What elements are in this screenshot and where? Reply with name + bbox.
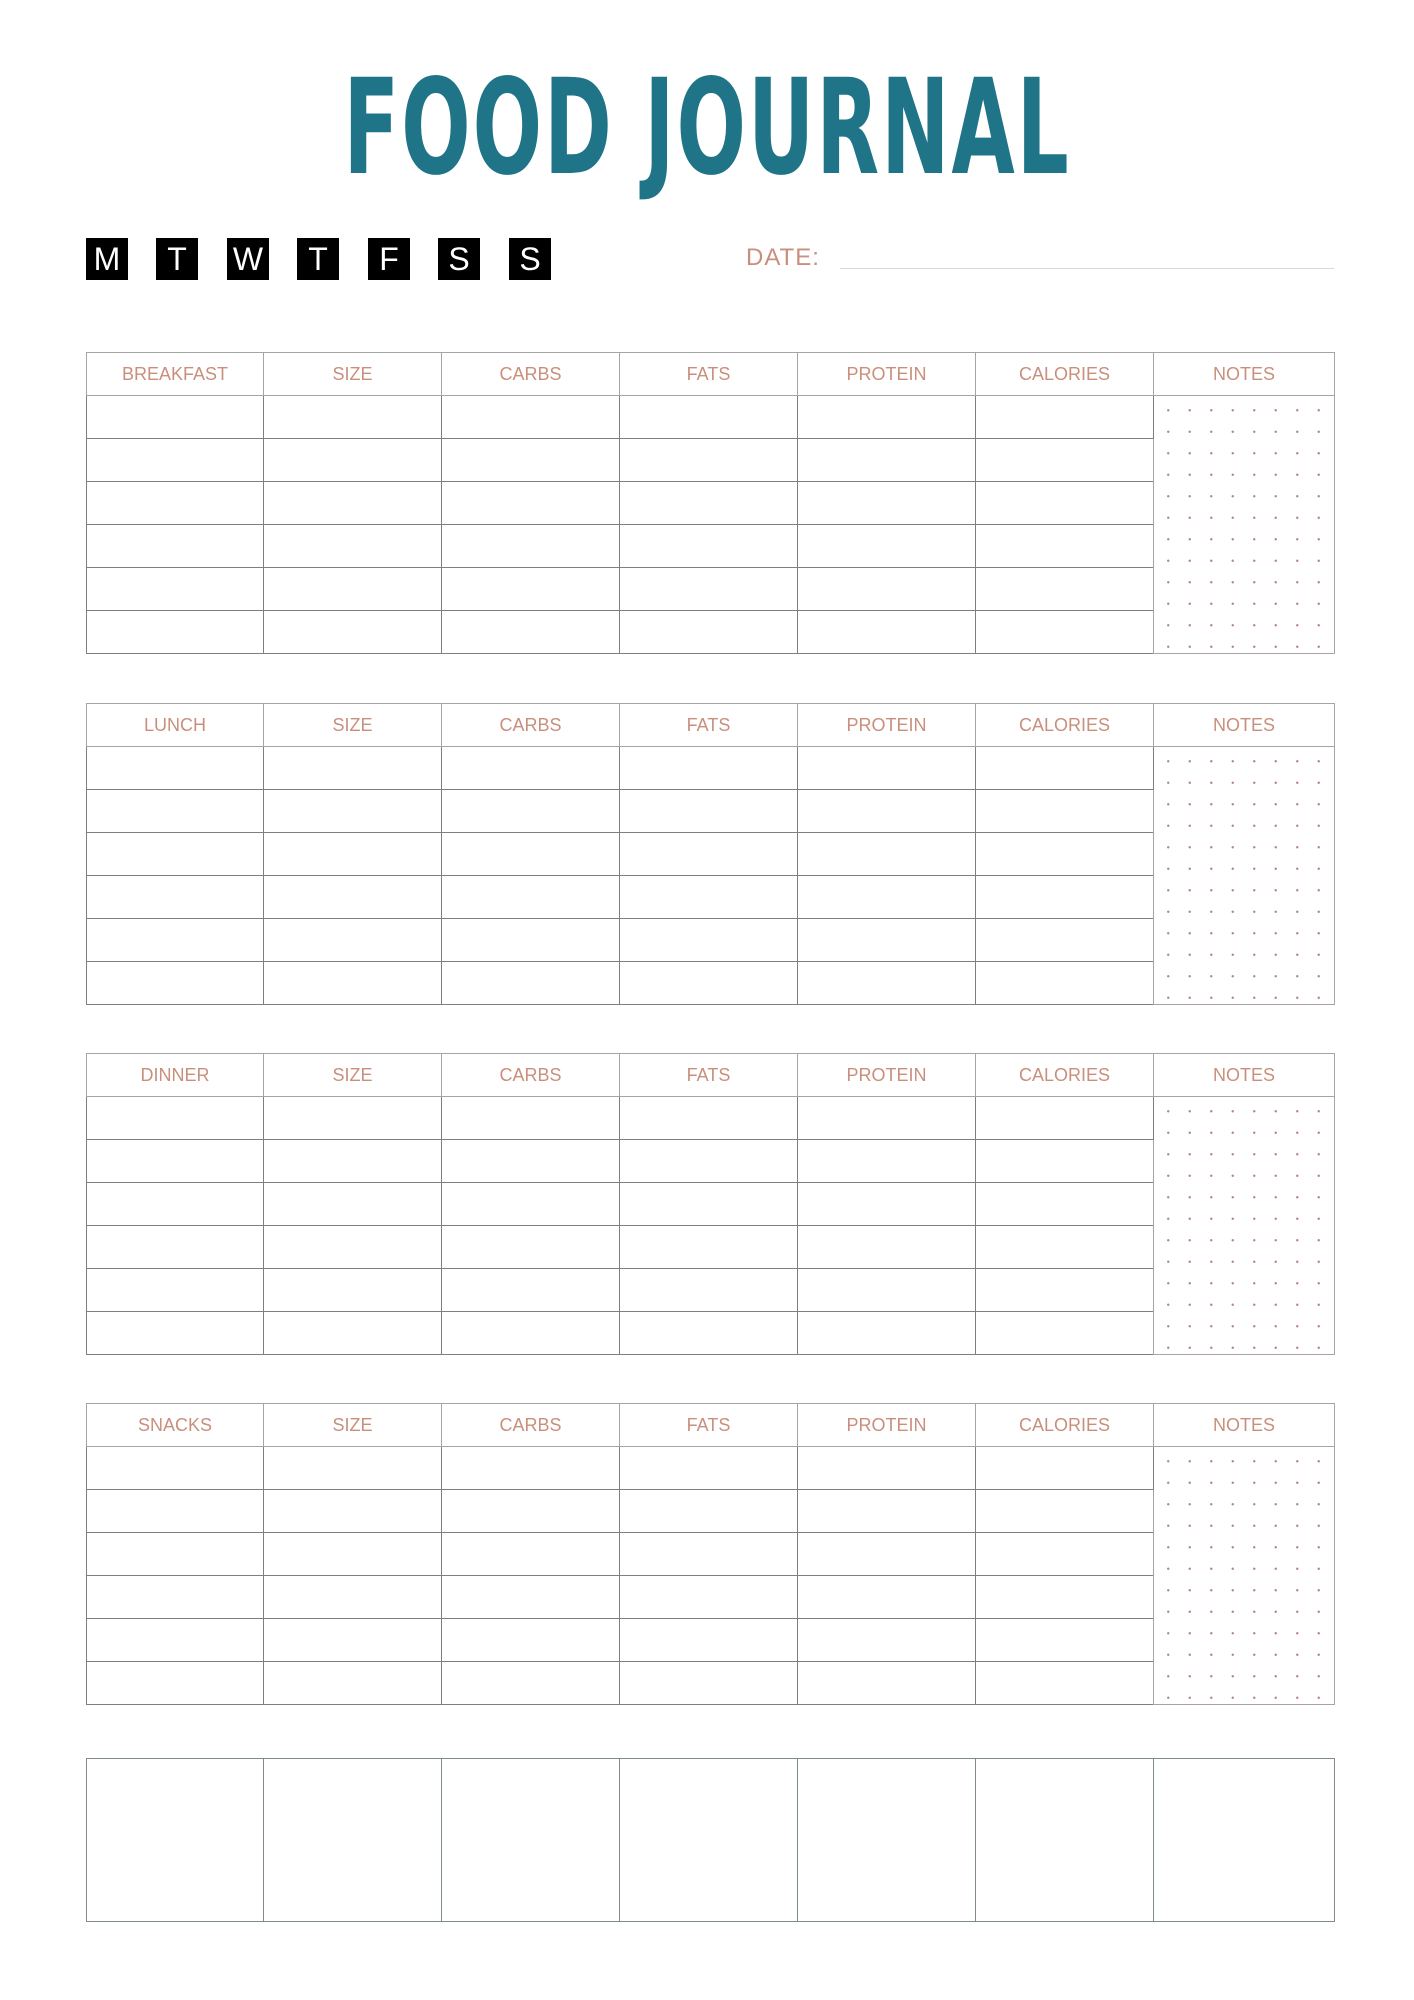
column-header-size: SIZE xyxy=(264,704,442,747)
entry-cell[interactable] xyxy=(442,1312,620,1355)
table-header-row xyxy=(87,704,1335,747)
entry-cell[interactable] xyxy=(264,396,442,439)
dinner-table xyxy=(86,1053,1335,1355)
entry-cell[interactable] xyxy=(798,1183,976,1226)
entry-cell[interactable] xyxy=(264,1097,442,1140)
entry-cell[interactable] xyxy=(87,876,264,919)
entry-cell[interactable] xyxy=(264,1447,442,1490)
entry-cell[interactable] xyxy=(976,747,1154,790)
entry-cell[interactable] xyxy=(87,482,264,525)
table-header-row xyxy=(87,1404,1335,1447)
entry-cell[interactable] xyxy=(87,833,264,876)
entry-cell[interactable] xyxy=(798,525,976,568)
totals-cell[interactable] xyxy=(87,1759,264,1922)
notes-area[interactable] xyxy=(1154,1097,1335,1355)
lunch-header: LUNCH xyxy=(87,704,264,747)
entry-cell[interactable] xyxy=(976,1619,1154,1662)
entry-cell[interactable] xyxy=(620,482,798,525)
entry-cell[interactable] xyxy=(264,568,442,611)
entry-cell[interactable] xyxy=(976,1140,1154,1183)
table-row xyxy=(87,1312,1335,1355)
column-header-size: SIZE xyxy=(264,353,442,396)
entry-cell[interactable] xyxy=(976,1576,1154,1619)
entry-cell[interactable] xyxy=(264,1226,442,1269)
entry-cell[interactable] xyxy=(87,1533,264,1576)
entry-cell[interactable] xyxy=(264,1490,442,1533)
entry-cell[interactable] xyxy=(620,1269,798,1312)
entry-cell[interactable] xyxy=(264,1576,442,1619)
entry-cell[interactable] xyxy=(620,611,798,654)
day-box-thursday[interactable]: T xyxy=(297,238,339,280)
entry-cell[interactable] xyxy=(87,1447,264,1490)
column-header-carbs: CARBS xyxy=(442,353,620,396)
entry-cell[interactable] xyxy=(620,1183,798,1226)
entry-cell[interactable] xyxy=(264,919,442,962)
entry-cell[interactable] xyxy=(442,525,620,568)
entry-cell[interactable] xyxy=(620,1490,798,1533)
entry-cell[interactable] xyxy=(976,1662,1154,1705)
entry-cell[interactable] xyxy=(442,482,620,525)
totals-cell[interactable] xyxy=(442,1759,620,1922)
table-row xyxy=(87,1226,1335,1269)
entry-cell[interactable] xyxy=(442,1269,620,1312)
entry-cell[interactable] xyxy=(798,1619,976,1662)
day-box-wednesday[interactable]: W xyxy=(227,238,269,280)
entry-cell[interactable] xyxy=(798,962,976,1005)
entry-cell[interactable] xyxy=(976,833,1154,876)
lunch-table xyxy=(86,703,1335,1005)
entry-cell[interactable] xyxy=(976,439,1154,482)
entry-cell[interactable] xyxy=(442,611,620,654)
entry-cell[interactable] xyxy=(442,568,620,611)
entry-cell[interactable] xyxy=(976,611,1154,654)
entry-cell[interactable] xyxy=(87,1226,264,1269)
entry-cell[interactable] xyxy=(976,1097,1154,1140)
entry-cell[interactable] xyxy=(620,1097,798,1140)
table-row xyxy=(87,962,1335,1005)
entry-cell[interactable] xyxy=(798,833,976,876)
entry-cell[interactable] xyxy=(87,1576,264,1619)
entry-cell[interactable] xyxy=(798,747,976,790)
table-header-row xyxy=(87,353,1335,396)
entry-cell[interactable] xyxy=(976,1533,1154,1576)
entry-cell[interactable] xyxy=(87,1183,264,1226)
column-header-notes: NOTES xyxy=(1154,704,1335,747)
entry-cell[interactable] xyxy=(976,1226,1154,1269)
entry-cell[interactable] xyxy=(798,1533,976,1576)
entry-cell[interactable] xyxy=(442,1140,620,1183)
entry-cell[interactable] xyxy=(87,1269,264,1312)
dinner-header: DINNER xyxy=(87,1054,264,1097)
entry-cell[interactable] xyxy=(87,568,264,611)
entry-cell[interactable] xyxy=(442,876,620,919)
entry-cell[interactable] xyxy=(264,439,442,482)
table-row xyxy=(87,568,1335,611)
table-row xyxy=(87,790,1335,833)
entry-cell[interactable] xyxy=(442,919,620,962)
page-title: FOOD JOURNAL xyxy=(343,51,1071,205)
entry-cell[interactable] xyxy=(798,568,976,611)
entry-cell[interactable] xyxy=(442,1097,620,1140)
table-header-row xyxy=(87,1054,1335,1097)
entry-cell[interactable] xyxy=(87,1312,264,1355)
column-header-calories: CALORIES xyxy=(976,1054,1154,1097)
entry-cell[interactable] xyxy=(620,1226,798,1269)
entry-cell[interactable] xyxy=(620,439,798,482)
entry-cell[interactable] xyxy=(976,1490,1154,1533)
entry-cell[interactable] xyxy=(798,396,976,439)
entry-cell[interactable] xyxy=(264,611,442,654)
entry-cell[interactable] xyxy=(798,482,976,525)
entry-cell[interactable] xyxy=(442,1226,620,1269)
column-header-fats: FATS xyxy=(620,1054,798,1097)
entry-cell[interactable] xyxy=(264,1662,442,1705)
entry-cell[interactable] xyxy=(976,482,1154,525)
entry-cell[interactable] xyxy=(264,790,442,833)
entry-cell[interactable] xyxy=(442,833,620,876)
table-row xyxy=(87,1097,1335,1140)
notes-area[interactable] xyxy=(1154,396,1335,654)
entry-cell[interactable] xyxy=(620,1447,798,1490)
day-box-friday[interactable]: F xyxy=(368,238,410,280)
entry-cell[interactable] xyxy=(620,1619,798,1662)
table-row xyxy=(87,611,1335,654)
entry-cell[interactable] xyxy=(976,962,1154,1005)
column-header-carbs: CARBS xyxy=(442,704,620,747)
entry-cell[interactable] xyxy=(442,1662,620,1705)
table-row xyxy=(87,1490,1335,1533)
entry-cell[interactable] xyxy=(976,1183,1154,1226)
column-header-fats: FATS xyxy=(620,353,798,396)
entry-cell[interactable] xyxy=(798,1312,976,1355)
entry-cell[interactable] xyxy=(264,1533,442,1576)
entry-cell[interactable] xyxy=(87,962,264,1005)
table-row xyxy=(87,1447,1335,1490)
table-row xyxy=(87,525,1335,568)
entry-cell[interactable] xyxy=(87,611,264,654)
column-header-protein: PROTEIN xyxy=(798,1054,976,1097)
entry-cell[interactable] xyxy=(264,1312,442,1355)
entry-cell[interactable] xyxy=(620,525,798,568)
totals-cell[interactable] xyxy=(976,1759,1154,1922)
table-row xyxy=(87,396,1335,439)
entry-cell[interactable] xyxy=(87,439,264,482)
column-header-protein: PROTEIN xyxy=(798,704,976,747)
column-header-carbs: CARBS xyxy=(442,1404,620,1447)
entry-cell[interactable] xyxy=(442,790,620,833)
day-box-tuesday[interactable]: T xyxy=(156,238,198,280)
entry-cell[interactable] xyxy=(264,525,442,568)
entry-cell[interactable] xyxy=(264,1140,442,1183)
entry-cell[interactable] xyxy=(798,790,976,833)
entry-cell[interactable] xyxy=(620,833,798,876)
table-row xyxy=(87,482,1335,525)
snacks-table xyxy=(86,1403,1335,1705)
table-row xyxy=(87,1533,1335,1576)
table-row xyxy=(87,439,1335,482)
entry-cell[interactable] xyxy=(798,876,976,919)
entry-cell[interactable] xyxy=(976,1269,1154,1312)
entry-cell[interactable] xyxy=(87,747,264,790)
totals-table xyxy=(86,1758,1335,1922)
entry-cell[interactable] xyxy=(798,1097,976,1140)
totals-cell[interactable] xyxy=(1154,1759,1335,1922)
date-label: DATE: xyxy=(746,244,820,271)
entry-cell[interactable] xyxy=(798,611,976,654)
notes-area[interactable] xyxy=(1154,747,1335,1005)
breakfast-header: BREAKFAST xyxy=(87,353,264,396)
entry-cell[interactable] xyxy=(798,1662,976,1705)
entry-cell[interactable] xyxy=(620,747,798,790)
entry-cell[interactable] xyxy=(620,876,798,919)
entry-cell[interactable] xyxy=(620,1662,798,1705)
entry-cell[interactable] xyxy=(87,396,264,439)
entry-cell[interactable] xyxy=(798,1269,976,1312)
entry-cell[interactable] xyxy=(620,568,798,611)
totals-cell[interactable] xyxy=(620,1759,798,1922)
entry-cell[interactable] xyxy=(976,568,1154,611)
day-box-saturday[interactable]: S xyxy=(438,238,480,280)
column-header-calories: CALORIES xyxy=(976,353,1154,396)
column-header-size: SIZE xyxy=(264,1054,442,1097)
entry-cell[interactable] xyxy=(798,1226,976,1269)
entry-cell[interactable] xyxy=(264,1183,442,1226)
entry-cell[interactable] xyxy=(798,439,976,482)
table-row xyxy=(87,1269,1335,1312)
entry-cell[interactable] xyxy=(620,962,798,1005)
entry-cell[interactable] xyxy=(976,1447,1154,1490)
table-row xyxy=(87,1140,1335,1183)
entry-cell[interactable] xyxy=(87,790,264,833)
entry-cell[interactable] xyxy=(620,1533,798,1576)
breakfast-table xyxy=(86,352,1335,654)
totals-cell[interactable] xyxy=(798,1759,976,1922)
entry-cell[interactable] xyxy=(264,482,442,525)
day-box-monday[interactable]: M xyxy=(86,238,128,280)
notes-area[interactable] xyxy=(1154,1447,1335,1705)
entry-cell[interactable] xyxy=(620,396,798,439)
entry-cell[interactable] xyxy=(976,876,1154,919)
entry-cell[interactable] xyxy=(442,747,620,790)
column-header-protein: PROTEIN xyxy=(798,1404,976,1447)
entry-cell[interactable] xyxy=(264,747,442,790)
entry-cell[interactable] xyxy=(798,919,976,962)
entry-cell[interactable] xyxy=(620,919,798,962)
entry-cell[interactable] xyxy=(87,1140,264,1183)
entry-cell[interactable] xyxy=(976,396,1154,439)
entry-cell[interactable] xyxy=(442,1490,620,1533)
entry-cell[interactable] xyxy=(87,919,264,962)
entry-cell[interactable] xyxy=(798,1447,976,1490)
table-row xyxy=(87,1619,1335,1662)
entry-cell[interactable] xyxy=(798,1576,976,1619)
entry-cell[interactable] xyxy=(87,1490,264,1533)
entry-cell[interactable] xyxy=(87,1097,264,1140)
entry-cell[interactable] xyxy=(264,1619,442,1662)
column-header-fats: FATS xyxy=(620,704,798,747)
entry-cell[interactable] xyxy=(87,525,264,568)
entry-cell[interactable] xyxy=(442,439,620,482)
date-input-line[interactable] xyxy=(840,268,1334,269)
column-header-protein: PROTEIN xyxy=(798,353,976,396)
table-row xyxy=(87,747,1335,790)
entry-cell[interactable] xyxy=(442,962,620,1005)
column-header-notes: NOTES xyxy=(1154,1404,1335,1447)
column-header-calories: CALORIES xyxy=(976,1404,1154,1447)
table-row xyxy=(87,919,1335,962)
column-header-calories: CALORIES xyxy=(976,704,1154,747)
entry-cell[interactable] xyxy=(442,1619,620,1662)
entry-cell[interactable] xyxy=(442,396,620,439)
entry-cell[interactable] xyxy=(264,962,442,1005)
entry-cell[interactable] xyxy=(976,1312,1154,1355)
entry-cell[interactable] xyxy=(620,1312,798,1355)
entry-cell[interactable] xyxy=(976,790,1154,833)
table-row xyxy=(87,876,1335,919)
table-row xyxy=(87,1183,1335,1226)
snacks-header: SNACKS xyxy=(87,1404,264,1447)
column-header-fats: FATS xyxy=(620,1404,798,1447)
entry-cell[interactable] xyxy=(87,1619,264,1662)
entry-cell[interactable] xyxy=(798,1490,976,1533)
entry-cell[interactable] xyxy=(976,919,1154,962)
table-row xyxy=(87,1576,1335,1619)
table-row xyxy=(87,833,1335,876)
entry-cell[interactable] xyxy=(87,1662,264,1705)
entry-cell[interactable] xyxy=(442,1183,620,1226)
entry-cell[interactable] xyxy=(442,1447,620,1490)
totals-cell[interactable] xyxy=(264,1759,442,1922)
column-header-carbs: CARBS xyxy=(442,1054,620,1097)
entry-cell[interactable] xyxy=(620,1576,798,1619)
column-header-size: SIZE xyxy=(264,1404,442,1447)
entry-cell[interactable] xyxy=(264,876,442,919)
entry-cell[interactable] xyxy=(264,833,442,876)
entry-cell[interactable] xyxy=(264,1269,442,1312)
entry-cell[interactable] xyxy=(442,1576,620,1619)
column-header-notes: NOTES xyxy=(1154,353,1335,396)
table-row xyxy=(87,1662,1335,1705)
entry-cell[interactable] xyxy=(798,1140,976,1183)
day-box-sunday[interactable]: S xyxy=(509,238,551,280)
entry-cell[interactable] xyxy=(620,790,798,833)
entry-cell[interactable] xyxy=(620,1140,798,1183)
entry-cell[interactable] xyxy=(976,525,1154,568)
entry-cell[interactable] xyxy=(442,1533,620,1576)
column-header-notes: NOTES xyxy=(1154,1054,1335,1097)
